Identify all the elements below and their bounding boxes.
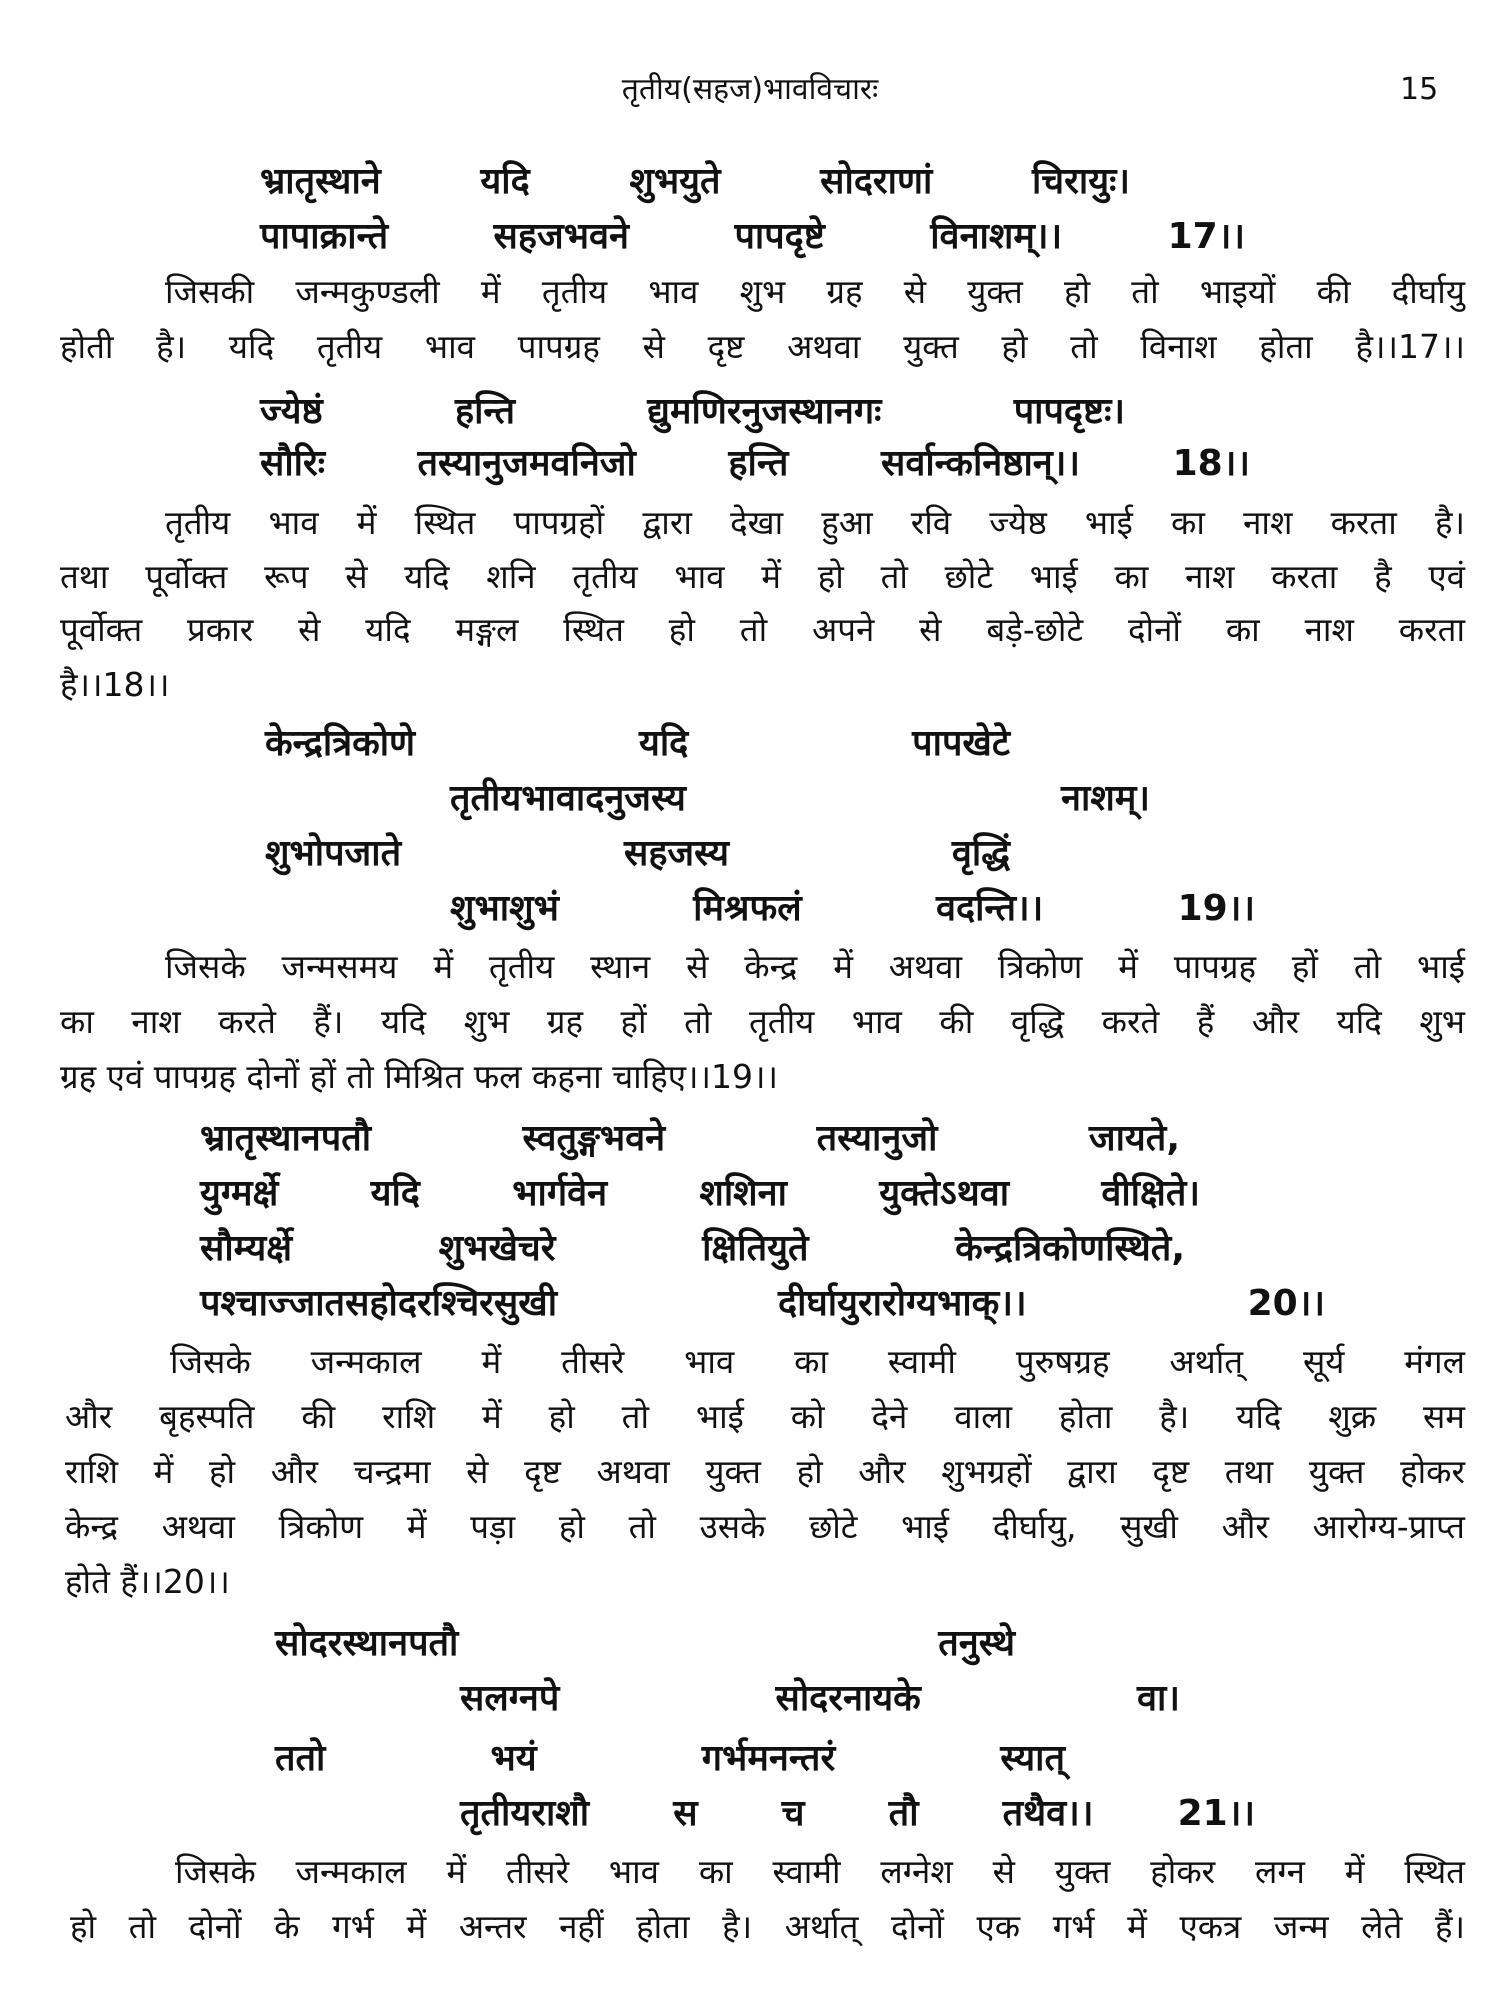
commentary-line: जिसकी जन्मकुण्डली में तृतीय भाव शुभ ग्रह से युक्त हो तो भाइयों की दीर्घायु	[165, 272, 1465, 311]
verse-line: केन्द्रत्रिकोणे यदि पापखेटे	[265, 723, 1010, 764]
commentary-line: होते हैं।।20।।	[65, 1562, 230, 1601]
commentary-line: का नाश करते हैं। यदि शुभ ग्रह हों तो तृतीय भाव की वृद्धि करते हैं और यदि शुभ	[60, 1002, 1465, 1041]
verse-line: शुभाशुभं मिश्रफलं वदन्ति।। 19।।	[450, 888, 1255, 929]
verse-line: सलग्नपे सोदरनायके वा।	[460, 1678, 1180, 1719]
verse-line: शुभोपजाते सहजस्य वृद्धिं	[265, 833, 1010, 874]
commentary-line: ग्रह एवं पापग्रह दोनों हों तो मिश्रित फल कहना चाहिए।।19।।	[60, 1057, 779, 1096]
verse-line: युग्मर्क्षे यदि भार्गवेन शशिना युक्तेऽथवा वीक्षिते।	[200, 1173, 1200, 1214]
verse-line: तृतीयराशौ स च तौ तथैव।। 21।।	[460, 1793, 1255, 1834]
verse-line: पापाक्रान्ते सहजभवने पापदृष्टे विनाशम्।। 17।।	[260, 216, 1245, 257]
commentary-line: तथा पूर्वोक्त रूप से यदि शनि तृतीय भाव में हो तो छोटे भाई का नाश करता है एवं	[60, 557, 1465, 596]
commentary-line: जिसके जन्मकाल में तीसरे भाव का स्वामी पुरुषग्रह अर्थात् सूर्य मंगल	[170, 1342, 1465, 1381]
commentary-line: केन्द्र अथवा त्रिकोण में पड़ा हो तो उसके छोटे भाई दीर्घायु, सुखी और आरोग्य-प्राप्त	[65, 1507, 1465, 1546]
verse-line: भ्रातृस्थाने यदि शुभयुते सोदराणां चिरायुः।	[260, 161, 1130, 202]
verse-line: तृतीयभावादनुजस्य नाशम्।	[450, 778, 1150, 819]
running-header: तृतीय(सहज)भावविचारः	[621, 72, 879, 107]
verse-line: पश्चाज्जातसहोदरश्चिरसुखी दीर्घायुरारोग्यभाक्।। 20।।	[200, 1283, 1325, 1324]
page-number: 15	[1400, 72, 1439, 107]
verse-line: सौरिः तस्यानुजमवनिजो हन्ति सर्वान्कनिष्ठान्।। 18।।	[260, 443, 1250, 484]
commentary-line: है।।18।।	[60, 665, 170, 704]
commentary-line: होती है। यदि तृतीय भाव पापग्रह से दृष्ट अथवा युक्त हो तो विनाश होता है।।17।।	[60, 327, 1465, 366]
verse-line: सोदरस्थानपतौ तनुस्थे	[275, 1623, 1015, 1664]
verse-line: ततो भयं गर्भमनन्तरं स्यात्	[275, 1738, 1065, 1779]
verse-line: भ्रातृस्थानपतौ स्वतुङ्गभवने तस्यानुजो जायते,	[200, 1118, 1180, 1159]
commentary-line: राशि में हो और चन्द्रमा से दृष्ट अथवा युक्त हो और शुभग्रहों द्वारा दृष्ट तथा युक्त होकर	[65, 1452, 1465, 1491]
commentary-line: जिसके जन्मसमय में तृतीय स्थान से केन्द्र में अथवा त्रिकोण में पापग्रह हों तो भाई	[165, 947, 1465, 986]
commentary-line: हो तो दोनों के गर्भ में अन्तर नहीं होता है। अर्थात् दोनों एक गर्भ में एकत्र जन्म लेते हैं।	[70, 1907, 1465, 1946]
commentary-line: और बृहस्पति की राशि में हो तो भाई को देने वाला होता है। यदि शुक्र सम	[65, 1397, 1465, 1436]
commentary-line: पूर्वोक्त प्रकार से यदि मङ्गल स्थित हो तो अपने से बड़े-छोटे दोनों का नाश करता	[60, 610, 1465, 649]
verse-line: सौम्यर्क्षे शुभखेचरे क्षितियुते केन्द्रत्रिकोणस्थिते,	[200, 1228, 1185, 1269]
commentary-line: जिसके जन्मकाल में तीसरे भाव का स्वामी लग्नेश से युक्त होकर लग्न में स्थित	[175, 1852, 1465, 1891]
commentary-line: तृतीय भाव में स्थित पापग्रहों द्वारा देखा हुआ रवि ज्येष्ठ भाई का नाश करता है।	[165, 503, 1465, 542]
verse-line: ज्येष्ठं हन्ति द्युमणिरनुजस्थानगः पापदृष्टः।	[260, 391, 1125, 432]
